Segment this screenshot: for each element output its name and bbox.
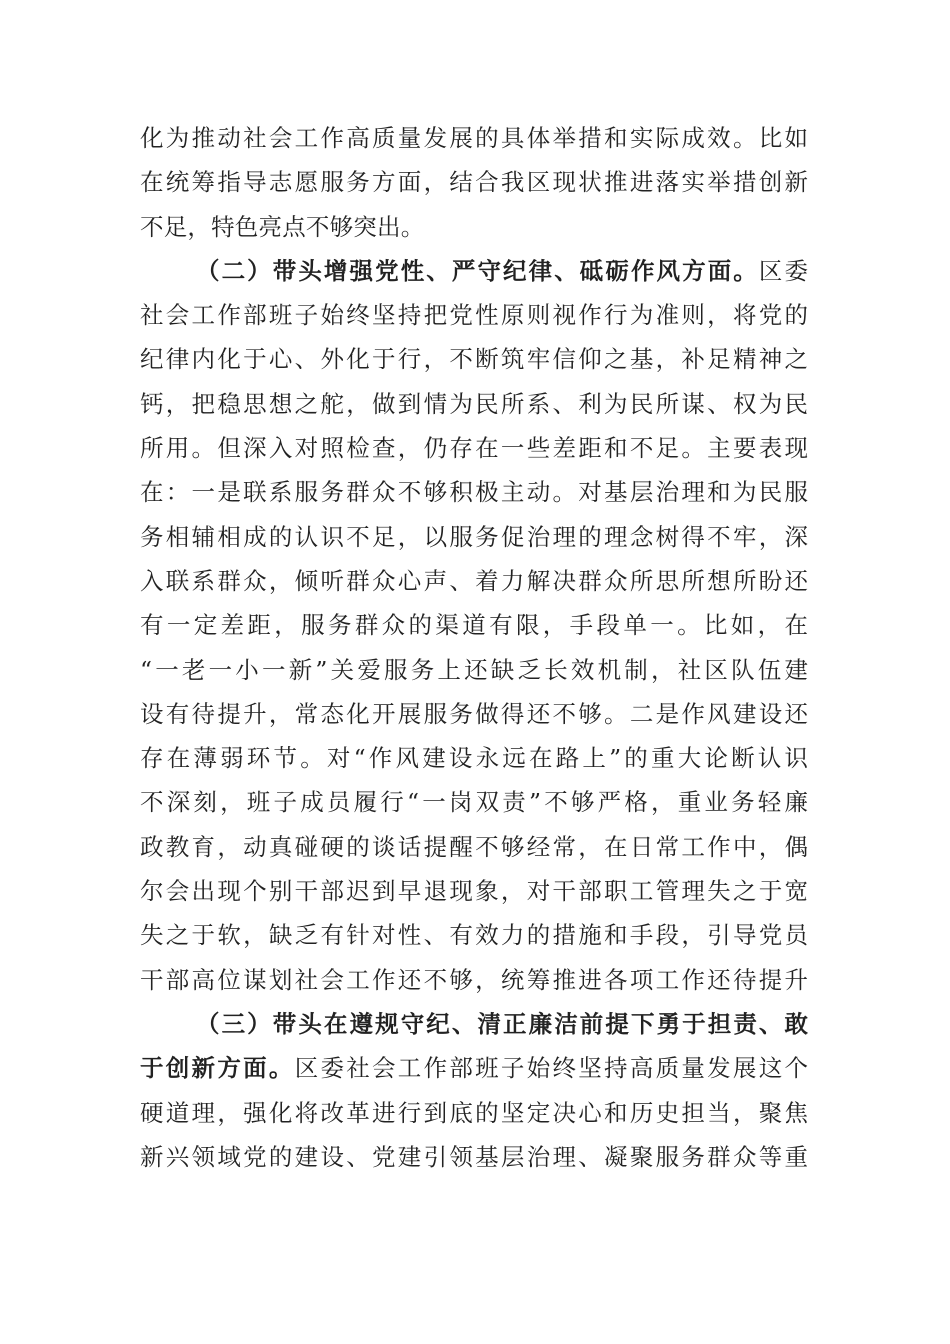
section-heading-line <box>140 1002 808 1046</box>
section-heading-line <box>140 249 808 293</box>
text-line: 不足，特色亮点不够突出。 <box>140 212 425 241</box>
text-line: 入联系群众，倾听群众心声、着力解决群众所思所想所盼还 <box>140 566 808 595</box>
text-line: 硬道理，强化将改革进行到底的坚定决心和历史担当，聚焦 <box>140 1098 808 1127</box>
text-line: 钙，把稳思想之舵，做到情为民所系、利为民所谋、权为民 <box>140 389 808 418</box>
text-line: 社会工作部班子始终坚持把党性原则视作行为准则，将党的 <box>140 301 808 330</box>
section-heading: （二）带头增强党性、严守纪律、砥砺作风方面。 <box>196 256 759 285</box>
text-line: 政教育，动真碰硬的谈话提醒不够经常，在日常工作中，偶 <box>140 832 808 861</box>
text-run: 区委 <box>758 256 808 285</box>
text-run: 区委社会工作部班子始终坚持高质量发展这个 <box>294 1054 808 1083</box>
text-line: “一老一小一新”关爱服务上还缺乏长效机制，社区队伍建 <box>140 655 808 684</box>
text-line: 存在薄弱环节。对“作风建设永远在路上”的重大论断认识 <box>140 744 808 773</box>
body-text <box>140 116 808 1179</box>
text-line: 化为推动社会工作高质量发展的具体举措和实际成效。比如 <box>140 124 808 152</box>
text-line: 新兴领域党的建设、党建引领基层治理、凝聚服务群众等重 <box>140 1142 808 1171</box>
section-heading: （三）带头在遵规守纪、清正廉洁前提下勇于担责、敢 <box>196 1009 808 1038</box>
section-heading: 于创新方面。 <box>140 1054 295 1083</box>
text-line: 设有待提升，常态化开展服务做得还不够。二是作风建设还 <box>140 699 808 728</box>
text-line: 纪律内化于心、外化于行，不断筑牢信仰之基，补足精神之 <box>140 345 808 374</box>
text-line: 务相辅相成的认识不足，以服务促治理的理念树得不牢，深 <box>140 522 808 551</box>
text-line: 不深刻，班子成员履行“一岗双责”不够严格，重业务轻廉 <box>140 788 808 817</box>
text-line: 所用。但深入对照检查，仍存在一些差距和不足。主要表现 <box>140 434 808 463</box>
text-line: 在统筹指导志愿服务方面，结合我区现状推进落实举措创新 <box>140 168 808 197</box>
text-line: 在：一是联系服务群众不够积极主动。对基层治理和为民服 <box>140 478 808 507</box>
section-heading-line <box>140 1046 808 1090</box>
text-line: 尔会出现个别干部迟到早退现象，对干部职工管理失之于宽 <box>140 877 808 906</box>
text-line: 失之于软，缺乏有针对性、有效力的措施和手段，引导党员 <box>140 921 808 950</box>
text-line: 干部高位谋划社会工作还不够，统筹推进各项工作还待提升 <box>140 965 808 994</box>
text-line: 有一定差距，服务群众的渠道有限，手段单一。比如，在 <box>140 611 808 640</box>
